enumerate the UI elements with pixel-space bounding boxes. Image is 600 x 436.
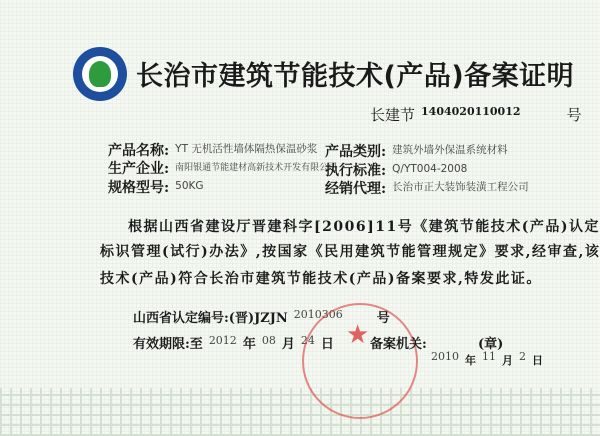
field-value: 50KG <box>175 180 204 192</box>
seal-note: (章) <box>478 337 504 352</box>
certificate-suffix: 号 <box>566 106 582 124</box>
logo-inner-circle <box>82 56 118 92</box>
body-line-1: 根据山西省建设厅晋建科字[2006]11号《建筑节能技术(产品)认定 <box>128 219 600 235</box>
authority-date <box>425 352 543 368</box>
validity-day: 24 <box>300 334 315 347</box>
day-unit: 日 <box>320 337 334 352</box>
field-product-name <box>108 140 317 160</box>
month-unit: 月 <box>502 354 513 367</box>
year-unit: 年 <box>242 337 256 352</box>
field-distributor <box>325 178 529 198</box>
field-value: 南阳银通节能建材高新技术开发有限公司 <box>175 163 338 173</box>
month-unit: 月 <box>281 337 295 352</box>
field-label: 经销代理: <box>325 181 387 197</box>
field-model <box>108 177 204 197</box>
field-value: 建筑外墙外保温系统材料 <box>392 144 508 156</box>
field-label: 规格型号: <box>108 180 170 196</box>
shanxi-cert-suffix: 号 <box>376 311 390 326</box>
leaf-icon <box>89 61 111 87</box>
field-value: 长治市正大装饰装潢工程公司 <box>392 181 529 193</box>
star-icon: ★ <box>346 320 370 350</box>
day-unit: 日 <box>532 354 543 367</box>
certificate-number <box>370 104 582 125</box>
decorative-border <box>0 388 600 436</box>
validity-month: 08 <box>261 334 276 347</box>
field-value: YT 无机活性墙体隔热保温砂浆 <box>175 143 318 155</box>
field-manufacturer <box>108 158 337 178</box>
field-label: 生产企业: <box>108 161 170 177</box>
authority-year: 2010 <box>431 350 459 363</box>
logo <box>73 47 127 101</box>
body-line-2: 标识管理(试行)办法》,按国家《民用建筑节能管理规定》要求,经审查,该 <box>100 244 600 260</box>
shanxi-cert-label: 山西省认定编号:(晋)JZJN <box>133 311 288 326</box>
authority-day: 2 <box>519 350 526 363</box>
field-product-category <box>325 141 508 161</box>
field-label: 产品名称: <box>108 143 170 159</box>
field-standard <box>325 160 467 180</box>
validity-year: 2012 <box>208 334 237 347</box>
page-title: 长治市建筑节能技术(产品)备案证明 <box>136 61 575 92</box>
field-label: 产品类别: <box>325 144 387 160</box>
certificate-prefix: 长建节 <box>370 106 416 124</box>
validity-label: 有效期限:至 <box>133 337 203 352</box>
field-value: Q/YT004-2008 <box>392 163 468 175</box>
field-label: 执行标准: <box>325 163 387 179</box>
authority-label: 备案机关: <box>370 337 427 352</box>
certificate-number-value: 1404020110012 <box>421 105 521 118</box>
year-unit: 年 <box>465 354 476 367</box>
authority-month: 11 <box>482 350 496 363</box>
shanxi-cert-value: 2010306 <box>293 308 343 321</box>
body-line-3: 技术(产品)符合长治市建筑节能技术(产品)备案要求,特发此证。 <box>100 271 542 287</box>
